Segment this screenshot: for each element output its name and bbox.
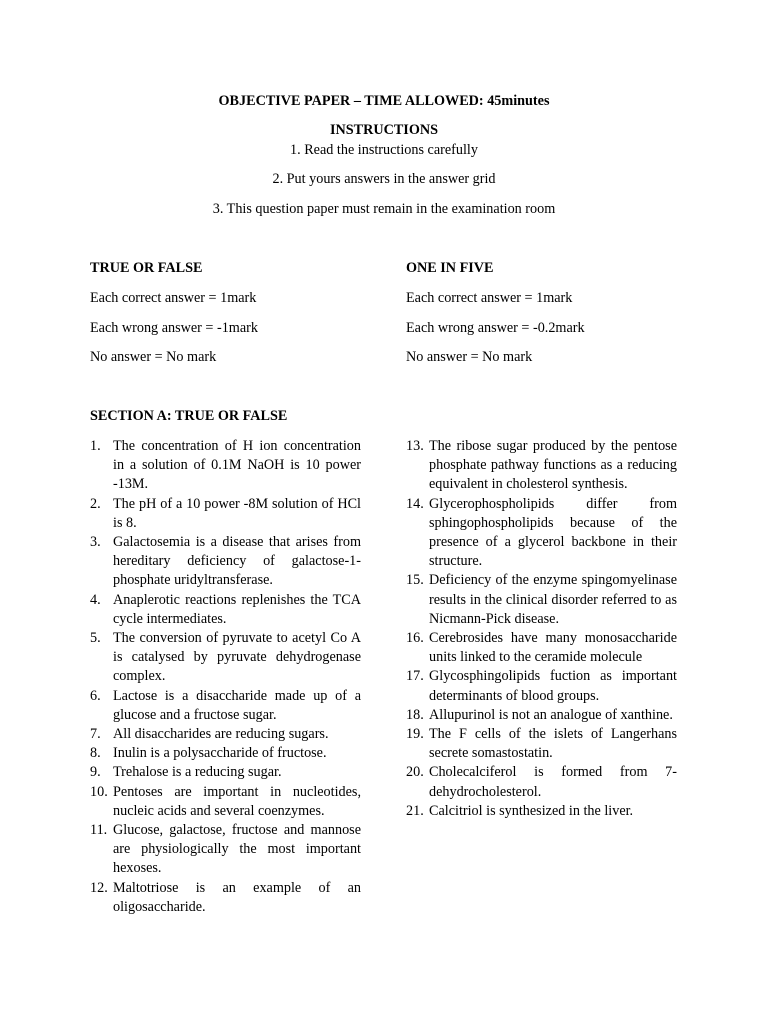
question-item [90, 687, 361, 725]
question-number: 9. [90, 764, 101, 781]
question-text: Glycosphingolipids fuction as important determinants of blood groups. [429, 668, 677, 704]
true-false-correct: Each correct answer = 1mark [90, 290, 257, 306]
question-text: Allupurinol is not an analogue of xanthine. [429, 706, 673, 723]
instructions-heading: INSTRUCTIONS [329, 122, 438, 138]
question-number: 14. [406, 495, 424, 512]
question-text: The F cells of the islets of Langerhans secrete somastostatin. [429, 726, 677, 762]
instruction-2: 2. Put yours answers in the answer grid [272, 171, 496, 187]
question-list-left [90, 437, 361, 917]
question-text: The ribose sugar produced by the pentose phosphate pathway functions as a reducing equivalent in cholesterol synthesis. [429, 438, 677, 493]
question-number: 20. [406, 764, 424, 781]
question-item [406, 495, 677, 572]
question-number: 7. [90, 726, 101, 743]
question-item [406, 725, 677, 763]
question-text: The concentration of H ion concentration in a solution of 0.1M NaOH is 10 power -13M. [113, 438, 361, 493]
question-item [90, 783, 361, 821]
question-text: Pentoses are important in nucleotides, nucleic acids and several coenzymes. [113, 783, 361, 819]
question-item [406, 667, 677, 705]
question-number: 6. [90, 687, 101, 704]
question-text: Galactosemia is a disease that arises from hereditary deficiency of galactose-1-phosphate uridyltransferase. [113, 534, 361, 589]
question-item [90, 495, 361, 533]
question-number: 17. [406, 668, 424, 685]
question-text: Lactose is a disaccharide made up of a glucose and a fructose sugar. [113, 687, 361, 723]
true-false-heading: TRUE OR FALSE [90, 260, 203, 276]
question-text: Deficiency of the enzyme spingomyelinase results in the clinical disorder referred to as Nicmann-Pick disease. [429, 572, 677, 627]
question-text: Cerebrosides have many monosaccharide units linked to the ceramide molecule [429, 630, 677, 666]
question-text: Glycerophospholipids differ from sphingophospholipids because of the presence of a glycerol backbone in their structure. [429, 495, 677, 570]
question-number: 19. [406, 726, 424, 743]
one-in-five-correct: Each correct answer = 1mark [406, 290, 573, 306]
question-item [90, 725, 361, 744]
true-false-wrong: Each wrong answer = -1mark [90, 320, 258, 336]
question-text: Inulin is a polysaccharide of fructose. [113, 745, 327, 762]
question-text: The conversion of pyruvate to acetyl Co A is catalysed by pyruvate dehydrogenase complex. [113, 630, 361, 685]
question-number: 12. [90, 879, 108, 896]
question-number: 8. [90, 745, 101, 762]
question-item [90, 591, 361, 629]
question-item [90, 744, 361, 763]
question-number: 18. [406, 706, 424, 723]
question-item [406, 629, 677, 667]
question-item [90, 879, 361, 917]
question-text: All disaccharides are reducing sugars. [113, 726, 329, 743]
question-item [406, 571, 677, 629]
question-text: Cholecalciferol is formed from 7-dehydrocholesterol. [429, 764, 677, 800]
question-number: 5. [90, 630, 101, 647]
question-number: 3. [90, 534, 101, 551]
question-number: 11. [90, 822, 108, 839]
question-number: 1. [90, 438, 101, 454]
question-list-right [406, 437, 677, 821]
question-item [406, 802, 677, 821]
page-title: OBJECTIVE PAPER – TIME ALLOWED: 45minutes [218, 93, 550, 109]
question-item [90, 821, 361, 879]
question-number: 15. [406, 572, 424, 589]
question-text: Trehalose is a reducing sugar. [113, 764, 282, 781]
question-item [90, 763, 361, 782]
question-text: Glucose, galactose, fructose and mannose are physiologically the most important hexoses. [113, 822, 361, 877]
one-in-five-none: No answer = No mark [406, 349, 533, 365]
question-number: 2. [90, 495, 101, 512]
question-text: Maltotriose is an example of an oligosaccharide. [113, 879, 361, 915]
question-item [406, 437, 677, 495]
true-false-none: No answer = No mark [90, 349, 217, 365]
question-text: Anaplerotic reactions replenishes the TCA cycle intermediates. [113, 591, 361, 627]
question-item [406, 706, 677, 725]
section-a-heading: SECTION A: TRUE OR FALSE [90, 408, 288, 424]
question-item [90, 533, 361, 591]
question-number: 4. [90, 591, 101, 608]
question-number: 10. [90, 783, 108, 800]
question-text: Calcitriol is synthesized in the liver. [429, 802, 634, 819]
question-number: 21. [406, 802, 424, 819]
question-text: The pH of a 10 power -8M solution of HCl is 8. [113, 495, 361, 531]
one-in-five-heading: ONE IN FIVE [406, 260, 494, 276]
question-number: 13. [406, 438, 424, 454]
question-item [406, 763, 677, 801]
instruction-3: 3. This question paper must remain in the examination room [212, 201, 556, 217]
question-item [90, 437, 361, 495]
question-item [90, 629, 361, 687]
one-in-five-wrong: Each wrong answer = -0.2mark [406, 320, 585, 336]
question-number: 16. [406, 630, 424, 647]
instruction-1: 1. Read the instructions carefully [290, 142, 478, 158]
